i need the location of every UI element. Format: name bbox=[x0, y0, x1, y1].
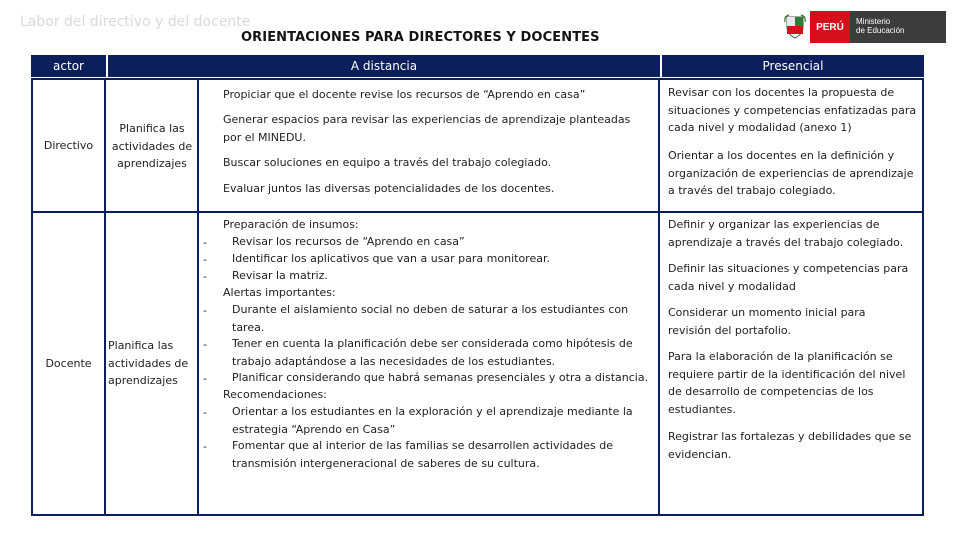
logo-ministry-text bbox=[850, 11, 946, 43]
logo-ministry-line-2: de Educación bbox=[856, 26, 905, 35]
docente-prep-heading: Preparación de insumos: bbox=[223, 218, 359, 231]
docente-prep-item-3: Revisar la matriz. bbox=[232, 269, 328, 282]
header-distance: A distancia bbox=[108, 55, 660, 77]
actor-cell-docente: Docente bbox=[33, 213, 104, 514]
logo-ministry-line-1: Ministerio bbox=[856, 17, 891, 26]
presential-cell-docente bbox=[660, 213, 922, 514]
header-presential: Presencial bbox=[662, 55, 924, 77]
coat-of-arms-icon bbox=[780, 11, 810, 43]
docente-alert-item-1: Durante el aislamiento social no deben de saturar a los estudiantes con tarea. bbox=[232, 303, 629, 334]
bullet-dash: - bbox=[203, 372, 207, 385]
slide-title: ORIENTACIONES PARA DIRECTORES Y DOCENTES bbox=[241, 30, 600, 45]
directivo-presential-item-2: Orientar a los docentes en la definición y organización de experiencias de aprendizaje a través del trabajo colegiado. bbox=[668, 149, 914, 197]
docente-rec-item-1: Orientar a los estudiantes en la exploración y el aprendizaje mediante la estrategia “Aprendo en Casa” bbox=[232, 405, 633, 436]
docente-alert-item-3: Planificar considerando que habrá semanas presenciales y otra a distancia. bbox=[232, 371, 649, 384]
distance-cell-docente bbox=[199, 213, 658, 514]
docente-presential-item-4: Para la elaboración de la planificación se requiere partir de la identificación del nivel de desarrollo de competencias de los estudiantes. bbox=[668, 350, 906, 416]
plan-cell-docente bbox=[106, 213, 197, 514]
bullet-dash: - bbox=[203, 406, 207, 419]
docente-prep-item-2: Identificar los aplicativos que van a usar para monitorear. bbox=[232, 252, 550, 265]
docente-prep-item-1: Revisar los recursos de “Aprendo en casa” bbox=[232, 235, 465, 248]
ministry-logo bbox=[780, 11, 946, 43]
directivo-distance-item-4: Evaluar juntos las diversas potencialidades de los docentes. bbox=[223, 182, 555, 195]
presential-cell-directivo bbox=[660, 80, 922, 211]
bullet-dash: - bbox=[203, 236, 207, 249]
bullet-dash: - bbox=[203, 338, 207, 351]
docente-alerts-heading: Alertas importantes: bbox=[223, 286, 336, 299]
docente-presential-item-3: Considerar un momento inicial para revisión del portafolio. bbox=[668, 306, 866, 337]
docente-rec-item-2: Fomentar que al interior de las familias se desarrollen actividades de transmisión intergeneracional de saberes de su cultura. bbox=[232, 439, 613, 470]
directivo-distance-item-2: Generar espacios para revisar las experiencias de aprendizaje planteadas por el MINEDU. bbox=[223, 113, 631, 144]
actor-cell-directivo: Directivo bbox=[33, 80, 104, 211]
background-slide-title: Labor del directivo y del docente bbox=[20, 14, 251, 30]
docente-alert-item-2: Tener en cuenta la planificación debe ser considerada como hipótesis de trabajo adaptándose a las necesidades de los estudiantes. bbox=[232, 337, 633, 368]
docente-recs-heading: Recomendaciones: bbox=[223, 388, 327, 401]
header-actor: actor bbox=[31, 55, 106, 77]
directivo-distance-item-3: Buscar soluciones en equipo a través del trabajo colegiado. bbox=[223, 156, 552, 169]
plan-cell-directivo bbox=[106, 80, 197, 211]
docente-presential-item-2: Definir las situaciones y competencias para cada nivel y modalidad bbox=[668, 262, 909, 293]
bullet-dash: - bbox=[203, 304, 207, 317]
docente-presential-item-1: Definir y organizar las experiencias de aprendizaje a través del trabajo colegiado. bbox=[668, 218, 904, 249]
logo-country: PERÚ bbox=[810, 11, 850, 43]
directivo-distance-item-1: Propiciar que el docente revise los recursos de “Aprendo en casa” bbox=[223, 88, 586, 101]
bullet-dash: - bbox=[203, 270, 207, 283]
distance-cell-directivo bbox=[199, 80, 658, 211]
bullet-dash: - bbox=[203, 253, 207, 266]
plan-text-docente: Planifica las actividades de aprendizajes bbox=[108, 339, 189, 387]
plan-text-directivo: Planifica las actividades de aprendizajes bbox=[111, 122, 193, 170]
bullet-dash: - bbox=[203, 440, 207, 453]
docente-presential-item-5: Registrar las fortalezas y debilidades que se evidencian. bbox=[668, 430, 912, 461]
directivo-presential-item-1: Revisar con los docentes la propuesta de situaciones y competencias enfatizadas para cada nivel y modalidad (anexo 1) bbox=[668, 86, 917, 134]
